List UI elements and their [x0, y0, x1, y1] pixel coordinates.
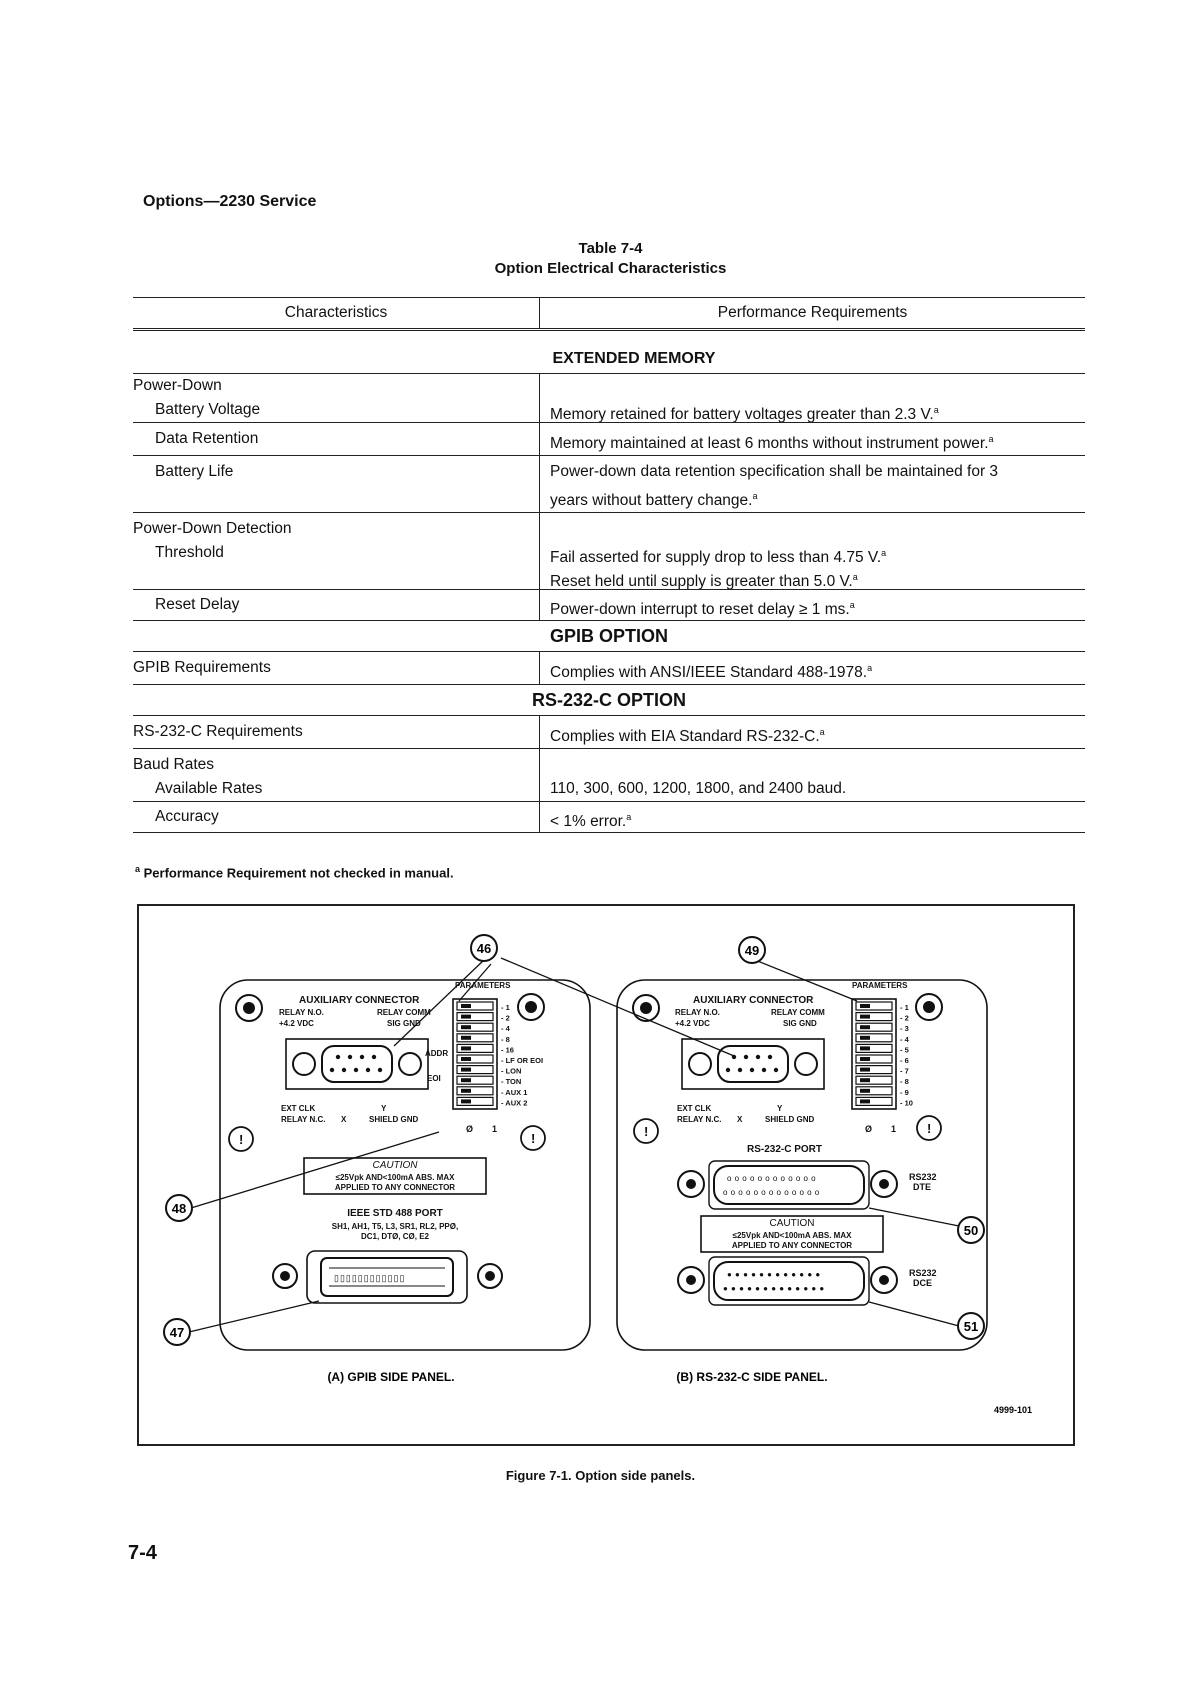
- dip-switch-knob: [860, 1057, 870, 1061]
- rs232-panel: [633, 981, 942, 1305]
- table-row: Power-Down Detection Threshold Fail asserted for supply drop to less than 4.75 V.$^a$ Reset held until supply is greater than 5.0 V.$^a$: [133, 512, 1085, 589]
- dip-switch-label: - 1: [900, 1003, 909, 1012]
- svg-text:RELAY N.C.: RELAY N.C.: [677, 1115, 722, 1124]
- dip-switch-label: - AUX 2: [501, 1098, 528, 1108]
- svg-text:SH1, AH1, T5, L3, SR1, RL2, PP: SH1, AH1, T5, L3, SR1, RL2, PPØ,: [331, 1222, 459, 1231]
- svg-text:1: 1: [492, 1124, 498, 1134]
- section-extended-memory: EXTENDED MEMORY: [552, 350, 716, 367]
- dip-switch-knob: [461, 1046, 471, 1050]
- dip-switch-knob: [860, 1089, 870, 1093]
- dip-switch-knob: [860, 1046, 870, 1050]
- svg-text:APPLIED TO ANY CONNECTOR: APPLIED TO ANY CONNECTOR: [334, 1183, 456, 1192]
- svg-text:!: !: [927, 1121, 932, 1136]
- svg-text:PARAMETERS: PARAMETERS: [455, 981, 511, 990]
- caution-icon: !: [239, 1132, 244, 1147]
- svg-text:X: X: [737, 1115, 743, 1124]
- table-caption: Option Electrical Characteristics: [494, 260, 727, 277]
- dip-switch-knob: [461, 1036, 471, 1040]
- figure-id: 4999-101: [993, 1405, 1032, 1415]
- svg-text:≤25Vpk AND<100mA ABS. MAX: ≤25Vpk AND<100mA ABS. MAX: [335, 1173, 455, 1182]
- svg-text:RS232: RS232: [909, 1172, 937, 1182]
- dip-switch-label: - 2: [900, 1013, 909, 1023]
- svg-text:oooooooooooo: oooooooooooo: [727, 1174, 819, 1183]
- table-row: Battery Life Power-down data retention specification shall be maintained for 3 years without battery change.$^a$: [133, 455, 1085, 512]
- svg-text:SIG GND: SIG GND: [387, 1019, 421, 1028]
- dip-switch-label: - TON: [501, 1077, 522, 1087]
- dip-switch-knob: [860, 1068, 870, 1072]
- table-header-row: [133, 297, 1085, 328]
- table-row: Reset Delay Power-down interrupt to reset delay ≥ 1 ms.$^a$: [133, 589, 1085, 620]
- svg-text:SHIELD GND: SHIELD GND: [369, 1115, 419, 1124]
- svg-text:PARAMETERS: PARAMETERS: [852, 981, 908, 990]
- dip-switch-knob: [860, 1078, 870, 1082]
- svg-text:RELAY N.O.: RELAY N.O.: [675, 1008, 720, 1017]
- dip-switch-label: - 4: [501, 1024, 510, 1034]
- dip-switch-knob: [860, 1015, 870, 1019]
- svg-text:CAUTION: CAUTION: [372, 1160, 418, 1171]
- characteristics-table: [133, 297, 1085, 833]
- svg-text:RELAY COMM: RELAY COMM: [771, 1008, 825, 1017]
- svg-text:DTE: DTE: [913, 1182, 931, 1192]
- dip-switch-label: - 5: [900, 1045, 909, 1055]
- svg-text:X: X: [341, 1115, 347, 1124]
- svg-text:1: 1: [891, 1124, 897, 1134]
- svg-text:≤25Vpk AND<100mA ABS. MAX: ≤25Vpk AND<100mA ABS. MAX: [732, 1231, 852, 1240]
- svg-text:EXT CLK: EXT CLK: [281, 1104, 316, 1113]
- svg-text:RELAY N.C.: RELAY N.C.: [281, 1115, 326, 1124]
- svg-text:IEEE STD 488 PORT: IEEE STD 488 PORT: [347, 1208, 443, 1219]
- dip-switch-knob: [461, 1004, 471, 1008]
- dip-switch-knob: [461, 1078, 471, 1082]
- dip-switch-knob: [461, 1099, 471, 1103]
- dip-switch-knob: [860, 1025, 870, 1029]
- dip-switch-label: - 2: [501, 1013, 510, 1023]
- svg-text:DCE: DCE: [913, 1278, 933, 1288]
- dip-switches: [856, 1002, 892, 1105]
- svg-text:EXT CLK: EXT CLK: [677, 1104, 712, 1113]
- running-title: Options—2230 Service: [143, 193, 317, 210]
- dip-switch-label: - 3: [900, 1024, 909, 1034]
- dip-switch-knob: [461, 1015, 471, 1019]
- svg-text:RELAY N.O.: RELAY N.O.: [279, 1008, 324, 1017]
- svg-text:Y: Y: [777, 1104, 783, 1113]
- svg-text:AUXILIARY CONNECTOR: AUXILIARY CONNECTOR: [693, 995, 814, 1006]
- dip-switch-knob: [461, 1068, 471, 1072]
- svg-text:SHIELD GND: SHIELD GND: [765, 1115, 815, 1124]
- aux-connector-label: AUXILIARY CONNECTOR: [299, 995, 420, 1006]
- figure-caption: Figure 7-1. Option side panels.: [505, 1468, 696, 1483]
- callout-number: 49: [744, 943, 760, 958]
- svg-text:Y: Y: [381, 1104, 387, 1113]
- svg-text:RELAY COMM: RELAY COMM: [377, 1008, 431, 1017]
- dip-switch-label: - LON: [501, 1066, 522, 1076]
- dip-switches: [457, 1002, 493, 1105]
- dip-switch-knob: [860, 1036, 870, 1040]
- svg-text:!: !: [644, 1124, 649, 1139]
- footnote: $^a$ Performance Requirement not checked in manual.: [135, 864, 454, 881]
- figure-frame: [137, 904, 1075, 1446]
- svg-text:Ø: Ø: [865, 1124, 873, 1134]
- callout-markers: [164, 935, 984, 1345]
- svg-text:RS-232-C PORT: RS-232-C PORT: [747, 1144, 823, 1155]
- svg-text:Ø: Ø: [466, 1124, 474, 1134]
- svg-text:SIG GND: SIG GND: [783, 1019, 817, 1028]
- callout-number: 47: [169, 1325, 185, 1340]
- gpib-panel: [229, 981, 545, 1303]
- dip-switch-label: - 8: [501, 1034, 510, 1044]
- callout-number: 51: [963, 1319, 979, 1334]
- panel-b-label: (B) RS-232-C SIDE PANEL.: [676, 1370, 828, 1384]
- dip-switch-knob: [860, 1004, 870, 1008]
- dip-switch-label: - 4: [900, 1034, 909, 1044]
- table-row: Accuracy < 1% error.$^a$: [133, 801, 1085, 832]
- dip-switch-label: - 8: [900, 1077, 909, 1087]
- option-side-panels-diagram: [139, 906, 1073, 1444]
- dip-switch-knob: [461, 1089, 471, 1093]
- svg-text:DC1, DTØ, CØ, E2: DC1, DTØ, CØ, E2: [360, 1232, 430, 1241]
- dip-switch-knob: [860, 1099, 870, 1103]
- table-row: Power-Down Battery Voltage Memory retained for battery voltages greater than 2.3 V.$^a$: [133, 373, 1085, 422]
- svg-text:APPLIED TO ANY CONNECTOR: APPLIED TO ANY CONNECTOR: [731, 1241, 853, 1250]
- section-gpib-option: GPIB OPTION: [133, 620, 1085, 651]
- db9-pins: [330, 1055, 382, 1072]
- callout-number: 48: [171, 1201, 187, 1216]
- svg-text:ADDR: ADDR: [425, 1049, 449, 1058]
- svg-text:ooooooooooooo: ooooooooooooo: [723, 1188, 823, 1197]
- svg-text:EOI: EOI: [427, 1074, 441, 1083]
- svg-text:RS232: RS232: [909, 1268, 937, 1278]
- table-number: Table 7-4: [578, 240, 643, 257]
- dip-switch-label: - 9: [900, 1087, 909, 1097]
- page-number: 7-4: [128, 1542, 157, 1564]
- svg-text:+4.2 VDC: +4.2 VDC: [279, 1019, 314, 1028]
- table-row: RS-232-C Requirements Complies with EIA Standard RS-232-C.$^a$: [133, 715, 1085, 748]
- panel-a-label: (A) GPIB SIDE PANEL.: [327, 1370, 455, 1384]
- dip-switch-label: - 6: [900, 1056, 909, 1065]
- table-row: Baud Rates Available Rates 110, 300, 600, 1200, 1800, and 2400 baud.: [133, 748, 1085, 801]
- col-header-performance: Performance Requirements: [717, 304, 908, 321]
- dip-switch-label: - 10: [900, 1098, 913, 1108]
- dip-switch-label: - 16: [501, 1045, 514, 1055]
- svg-text:+4.2 VDC: +4.2 VDC: [675, 1019, 710, 1028]
- svg-text:!: !: [531, 1131, 536, 1146]
- section-rs232-option: RS-232-C OPTION: [133, 684, 1085, 715]
- table-row: GPIB Requirements Complies with ANSI/IEEE Standard 488-1978.$^a$: [133, 651, 1085, 684]
- dip-switch-knob: [461, 1057, 471, 1061]
- dip-switch-label: - LF OR EOI: [501, 1056, 544, 1065]
- dip-switch-label: - AUX 1: [501, 1087, 528, 1097]
- callout-number: 46: [476, 941, 492, 956]
- dip-switch-label: - 1: [501, 1003, 510, 1012]
- svg-text:●●●●●●●●●●●●: ●●●●●●●●●●●●: [727, 1270, 824, 1279]
- callout-number: 50: [963, 1223, 979, 1238]
- dip-switch-knob: [461, 1025, 471, 1029]
- dip-switch-label: - 7: [900, 1066, 909, 1076]
- svg-text:CAUTION: CAUTION: [769, 1218, 815, 1229]
- col-header-characteristics: Characteristics: [133, 298, 540, 328]
- svg-text:●●●●●●●●●●●●●: ●●●●●●●●●●●●●: [723, 1284, 828, 1293]
- svg-text:▯▯▯▯▯▯▯▯▯▯▯▯: ▯▯▯▯▯▯▯▯▯▯▯▯: [334, 1273, 406, 1283]
- table-row: Data Retention Memory maintained at least 6 months without instrument power.$^a$: [133, 422, 1085, 455]
